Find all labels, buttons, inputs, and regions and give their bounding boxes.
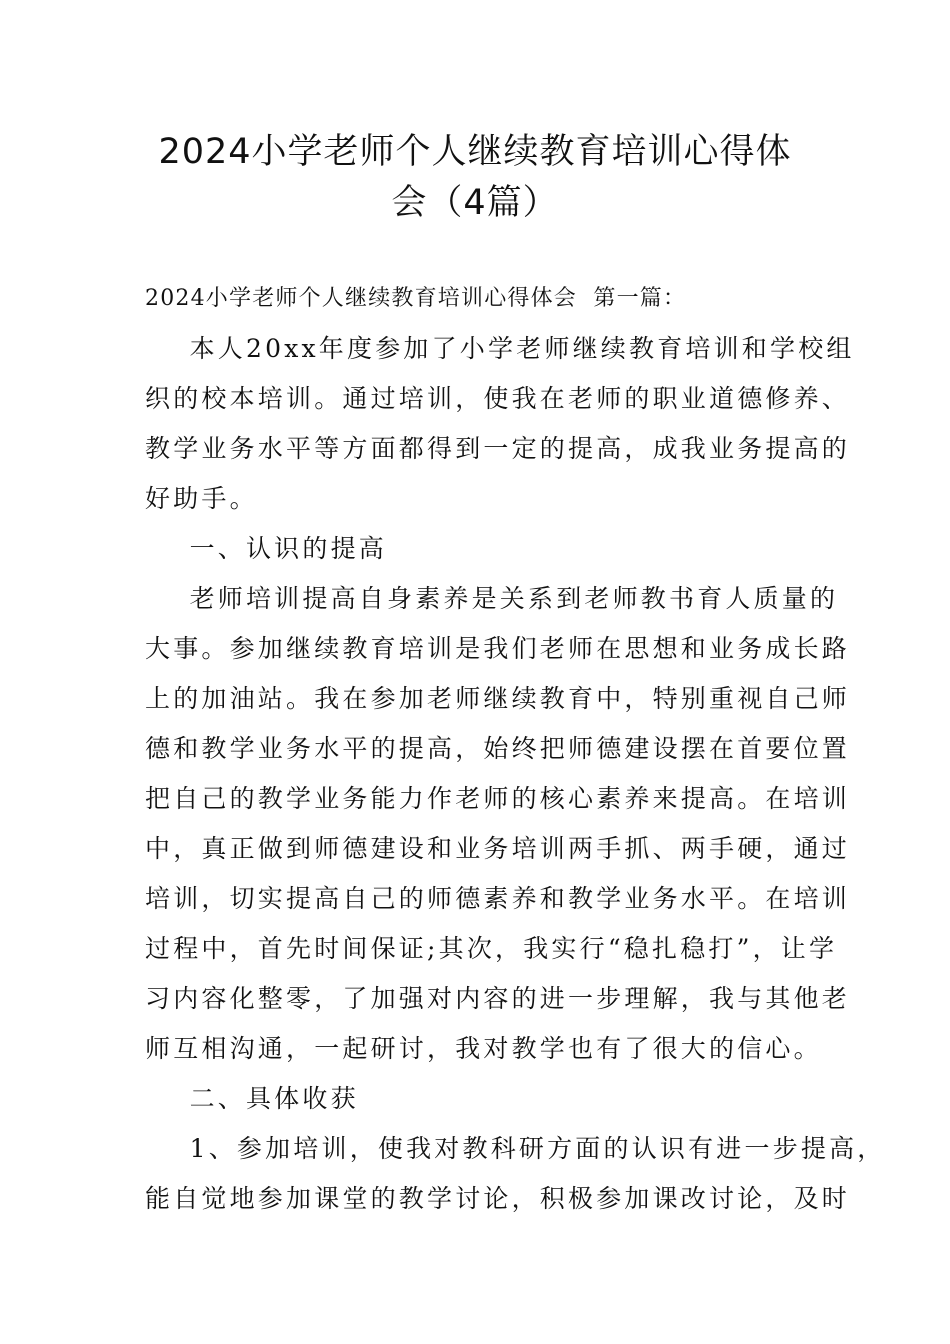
paragraph-line: 能自觉地参加课堂的教学讨论，积极参加课改讨论，及时 bbox=[145, 1184, 851, 1213]
paragraph-line: 教学业务水平等方面都得到一定的提高，成我业务提高的 bbox=[145, 434, 851, 463]
paragraph-line: 大事。参加继续教育培训是我们老师在思想和业务成长路 bbox=[145, 634, 851, 663]
paragraph-line: 德和教学业务水平的提高，始终把师德建设摆在首要位置 bbox=[145, 734, 851, 763]
paragraph-line: 上的加油站。我在参加老师继续教育中，特别重视自己师 bbox=[145, 684, 851, 713]
paragraph-line: 1、参加培训，使我对教科研方面的认识有进一步提高， bbox=[145, 1134, 886, 1163]
paragraph-line: 织的校本培训。通过培训，使我在老师的职业道德修养、 bbox=[145, 384, 851, 413]
subheading-recognition: 一、认识的提高 bbox=[145, 534, 387, 563]
document-title-line-2: 会（4篇） bbox=[391, 183, 559, 223]
paragraph-line: 师互相沟通，一起研讨，我对教学也有了很大的信心。 bbox=[145, 1034, 822, 1063]
paragraph-line: 把自己的教学业务能力作老师的核心素养来提高。在培训 bbox=[145, 784, 851, 813]
section-heading-first: 2024小学老师个人继续教育培训心得体会 第一篇： bbox=[145, 286, 687, 311]
paragraph-line: 好助手。 bbox=[145, 484, 258, 513]
paragraph-line: 老师培训提高自身素养是关系到老师教书育人质量的 bbox=[145, 584, 839, 613]
subheading-gains: 二、具体收获 bbox=[145, 1084, 359, 1113]
paragraph-line: 本人20xx年度参加了小学老师继续教育培训和学校组 bbox=[145, 334, 855, 363]
document-title-line-1: 2024小学老师个人继续教育培训心得体 bbox=[158, 132, 792, 172]
paragraph-line: 培训，切实提高自己的师德素养和教学业务水平。在培训 bbox=[145, 884, 851, 913]
paragraph-line: 习内容化整零，了加强对内容的进一步理解，我与其他老 bbox=[145, 984, 851, 1013]
paragraph-line: 过程中，首先时间保证;其次，我实行“稳扎稳打”，让学 bbox=[145, 934, 838, 963]
paragraph-line: 中，真正做到师德建设和业务培训两手抓、两手硬，通过 bbox=[145, 834, 851, 863]
